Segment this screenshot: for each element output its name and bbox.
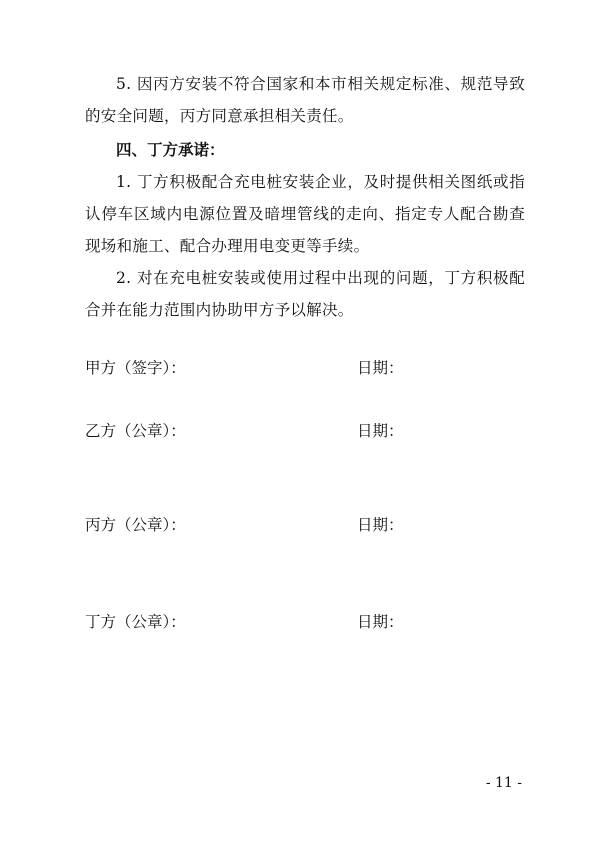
signature-label: 丙方（公章）： (85, 516, 186, 534)
clause-3-5-paragraph: 5. 因丙方安装不符合国家和本市相关规定标准、规范导致的安全问题，丙方同意承担相关责任。 (85, 75, 525, 125)
clause-4-1-paragraph: 1. 丁方积极配合充电桩安装企业，及时提供相关图纸或指认停车区域内电源位置及暗埋管线的走向、指定专人配合勘查现场和施工、配合办理用电变更等手续。 (85, 173, 525, 255)
signature-row-party-c (85, 513, 525, 537)
date-label: 日期： (357, 613, 404, 631)
section-4-heading: 四、丁方承诺： (116, 141, 225, 159)
signature-row-party-b (85, 419, 525, 443)
date-label: 日期： (357, 516, 404, 534)
date-label: 日期： (357, 422, 404, 440)
date-label: 日期： (357, 359, 404, 377)
signature-label: 丁方（公章）： (85, 613, 186, 631)
signature-label: 乙方（公章）： (85, 422, 186, 440)
signature-row-party-d (85, 610, 525, 634)
clause-4-2-paragraph: 2. 对在充电桩安装或使用过程中出现的问题，丁方积极配合并在能力范围内协助甲方予以解决。 (85, 269, 525, 319)
signature-label: 甲方（签字）： (85, 359, 186, 377)
page-number: - 11 - (485, 775, 522, 791)
signature-row-party-a (85, 356, 525, 380)
